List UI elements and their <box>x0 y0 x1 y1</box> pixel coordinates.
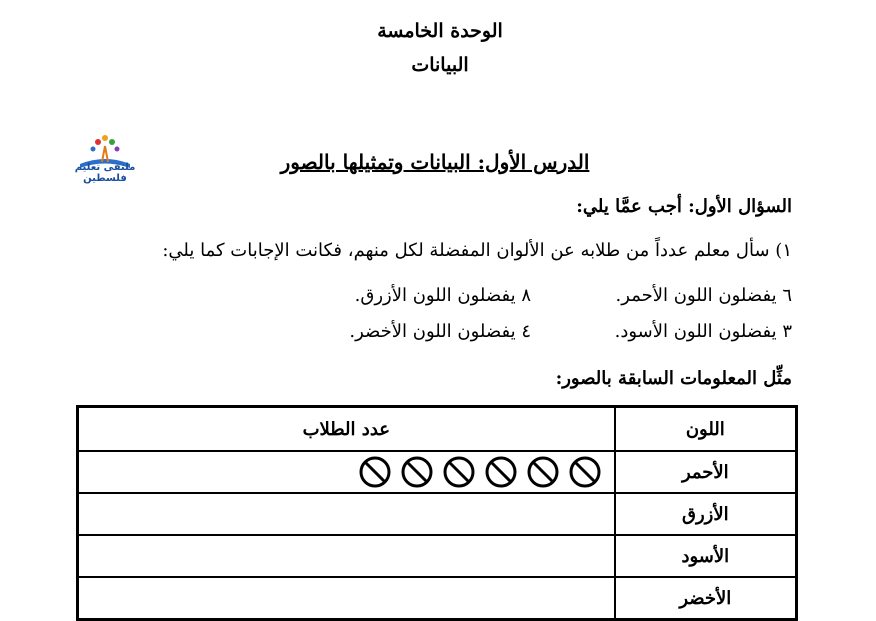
prohibition-symbol-icon <box>400 455 434 489</box>
answer-black: ٣ يفضلون اللون الأسود. <box>614 321 792 342</box>
logo-text: ملتقى تعليم فلسطين <box>74 162 136 184</box>
prohibition-symbol-icon <box>442 455 476 489</box>
symbols-red <box>79 455 614 489</box>
table-row <box>78 577 797 620</box>
prohibition-symbol-icon <box>358 455 392 489</box>
table-header-row <box>78 407 797 452</box>
answer-blue: ٨ يفضلون اللون الأزرق. <box>354 285 531 306</box>
count-cell[interactable] <box>78 577 615 620</box>
instruction-text: مثِّل المعلومات السابقة بالصور: <box>555 368 792 389</box>
table-row <box>78 451 797 493</box>
pictograph-table <box>76 405 798 621</box>
table-row <box>78 535 797 577</box>
header-count: عدد الطلاب <box>78 407 615 452</box>
count-cell[interactable] <box>78 493 615 535</box>
prohibition-symbol-icon <box>568 455 602 489</box>
question-heading: السؤال الأول: أجب عمَّا يلي: <box>576 196 792 217</box>
answer-red: ٦ يفضلون اللون الأحمر. <box>615 285 792 306</box>
lesson-title: الدرس الأول: البيانات وتمثيلها بالصور <box>280 150 590 174</box>
color-cell: الأزرق <box>615 493 797 535</box>
header-color: اللون <box>615 407 797 452</box>
site-logo <box>60 132 150 184</box>
count-cell[interactable] <box>78 535 615 577</box>
prohibition-symbol-icon <box>526 455 560 489</box>
color-cell: الأحمر <box>615 451 797 493</box>
count-cell[interactable] <box>78 451 615 493</box>
unit-subtitle: البيانات <box>411 54 469 76</box>
unit-title: الوحدة الخامسة <box>377 20 503 42</box>
prohibition-symbol-icon <box>484 455 518 489</box>
answer-green: ٤ يفضلون اللون الأخضر. <box>349 321 531 342</box>
color-cell: الأسود <box>615 535 797 577</box>
color-cell: الأخضر <box>615 577 797 620</box>
question-text: ١) سأل معلم عدداً من طلابه عن الألوان المفضلة لكل منهم، فكانت الإجابات كما يلي: <box>162 240 792 261</box>
table-row <box>78 493 797 535</box>
